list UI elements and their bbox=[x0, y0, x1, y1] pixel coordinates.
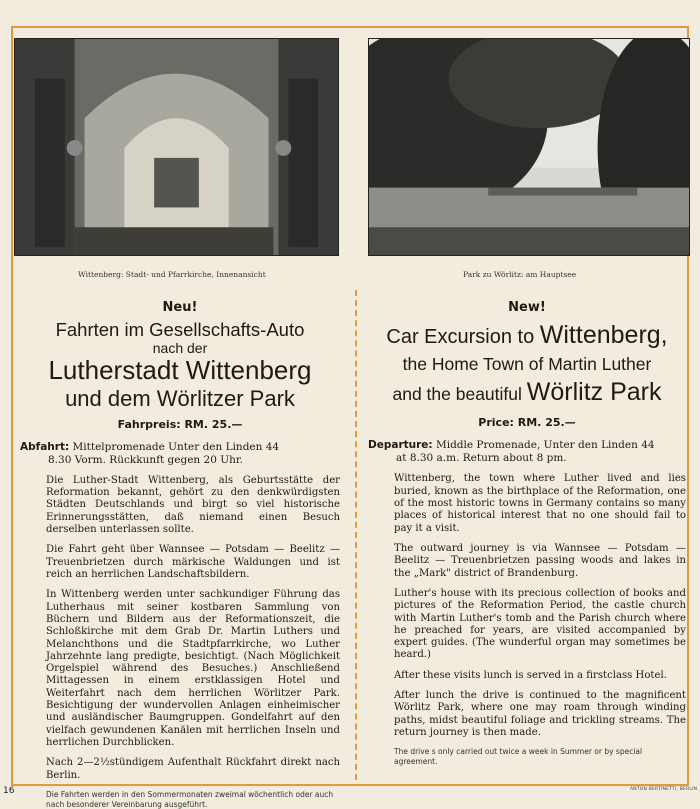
departure-time: at 8.30 a.m. Return about 8 pm. bbox=[396, 452, 567, 465]
paragraph: In Wittenberg werden unter sachkundiger Führung das Lutherhaus mit seiner kostbaren Sammlung von Büchern und Bildern aus der Reformationszeit, die Schloßkirche mit dem Grab Dr. Martin Luthers und Melanchthons und die Stadtpfarrkirche, wo Luther Jahrzehnte lang predigte, besichtigt. (Nach Möglichkeit Orgelspiel während des Besuches.) Anschließend Mittagessen in einem erstklassigen Hotel und Weiterfahrt nach dem herrlichen Wörlitzer Park. Besichtigung der wundervollen Anlagen einheimischer und ausländischer Baumgruppen. Gondelfahrt auf den vielfach gewundenen Kanälen mit herrlichen Inseln und herrlichen Durchblicken. bbox=[46, 589, 340, 749]
price: Fahrpreis: RM. 25.— bbox=[117, 417, 243, 431]
departure bbox=[368, 439, 686, 452]
title-line: Fahrten im Gesellschafts-Auto bbox=[55, 319, 305, 340]
paragraph: Die Fahrt geht über Wannsee — Potsdam — Beelitz — Treuenbrietzen durch märkische Waldungen und ist reich an herrlichen Landschaftsbildern. bbox=[46, 544, 340, 580]
price: Price: RM. 25.— bbox=[478, 416, 576, 430]
title-part: Car Excursion to bbox=[386, 326, 535, 348]
page-number: 16 bbox=[3, 786, 15, 796]
german-column bbox=[20, 292, 340, 809]
departure-label: Abfahrt: bbox=[20, 440, 70, 453]
departure-time: 8.30 Vorm. Rückkunft gegen 20 Uhr. bbox=[48, 453, 244, 466]
title-line: the Home Town of Martin Luther bbox=[402, 353, 652, 374]
column-divider bbox=[355, 290, 357, 780]
departure bbox=[20, 441, 340, 454]
paragraph: Wittenberg, the town where Luther lived and lies buried, known as the birthplace of the Reformation, one of the most historic towns in Germany contains so many places of historical interest that no one should fail to pay it a visit. bbox=[394, 473, 686, 534]
german-title bbox=[20, 319, 340, 412]
departure-text: Mittelpromenade Unter den Linden 44 bbox=[72, 440, 280, 453]
paragraph: The outward journey is via Wannsee — Potsdam — Beelitz — Treuenbrietzen passing woods and lakes in the „Mark" district of Brandenburg. bbox=[394, 542, 686, 579]
title-line: und dem Wörlitzer Park bbox=[65, 386, 295, 412]
paragraph: Die Luther-Stadt Wittenberg, als Geburtsstätte der Reformation bekannt, gehört zu den denkwürdigsten Städten Deutschlands und birgt so viel historische Erinnerungsstätten, daß niemand einen Besuch derselben unterlassen sollte. bbox=[46, 474, 340, 536]
new-label: Neu! bbox=[162, 300, 198, 315]
paragraph: After these visits lunch is served in a firstclass Hotel. bbox=[394, 669, 667, 681]
footnote: The drive s only carried out twice a week in Summer or by special agreement. bbox=[394, 747, 643, 767]
departure-label: Departure: bbox=[368, 439, 433, 452]
title-part: and the beautiful bbox=[392, 384, 522, 405]
park-lake-photo bbox=[368, 38, 690, 256]
church-interior-photo bbox=[14, 38, 339, 256]
footnote: Die Fahrten werden in den Sommermonaten zweimal wöchentlich oder auch nach besonderer Vereinbarung ausgeführt. bbox=[46, 789, 334, 809]
title-emphasis: Wittenberg, bbox=[539, 321, 668, 349]
title-line bbox=[368, 319, 686, 353]
paragraph: Luther's house with its precious collection of books and pictures of the Reformation Period, the castle church with Martin Luther's tomb and the Parish church where he preached for years, are visited accompanied by expert guides. (The wunderful organ may sometimes be heard.) bbox=[394, 587, 686, 661]
left-photo-caption: Wittenberg: Stadt- und Pfarrkirche, Innenansicht bbox=[78, 270, 266, 279]
paragraph: After lunch the drive is continued to the magnificent Wörlitz Park, where one may roam through winding paths, midst beautiful foliage and trickling streams. The return journey is then made. bbox=[394, 690, 686, 738]
right-photo-caption: Park zu Wörlitz: am Hauptsee bbox=[463, 270, 577, 279]
title-line bbox=[368, 376, 686, 410]
title-line: Lutherstadt Wittenberg bbox=[48, 355, 312, 386]
english-column bbox=[368, 292, 686, 767]
printer-imprint: ANTON BERTINETTI, BERLIN bbox=[630, 787, 698, 792]
new-label: New! bbox=[508, 300, 546, 315]
english-title bbox=[368, 319, 686, 410]
departure-text: Middle Promenade, Unter den Linden 44 bbox=[435, 439, 655, 452]
title-line: nach der bbox=[152, 340, 208, 357]
title-emphasis: Wörlitz Park bbox=[526, 378, 662, 407]
paragraph: Nach 2—2½stündigem Aufenthalt Rückfahrt direkt nach Berlin. bbox=[46, 757, 340, 781]
